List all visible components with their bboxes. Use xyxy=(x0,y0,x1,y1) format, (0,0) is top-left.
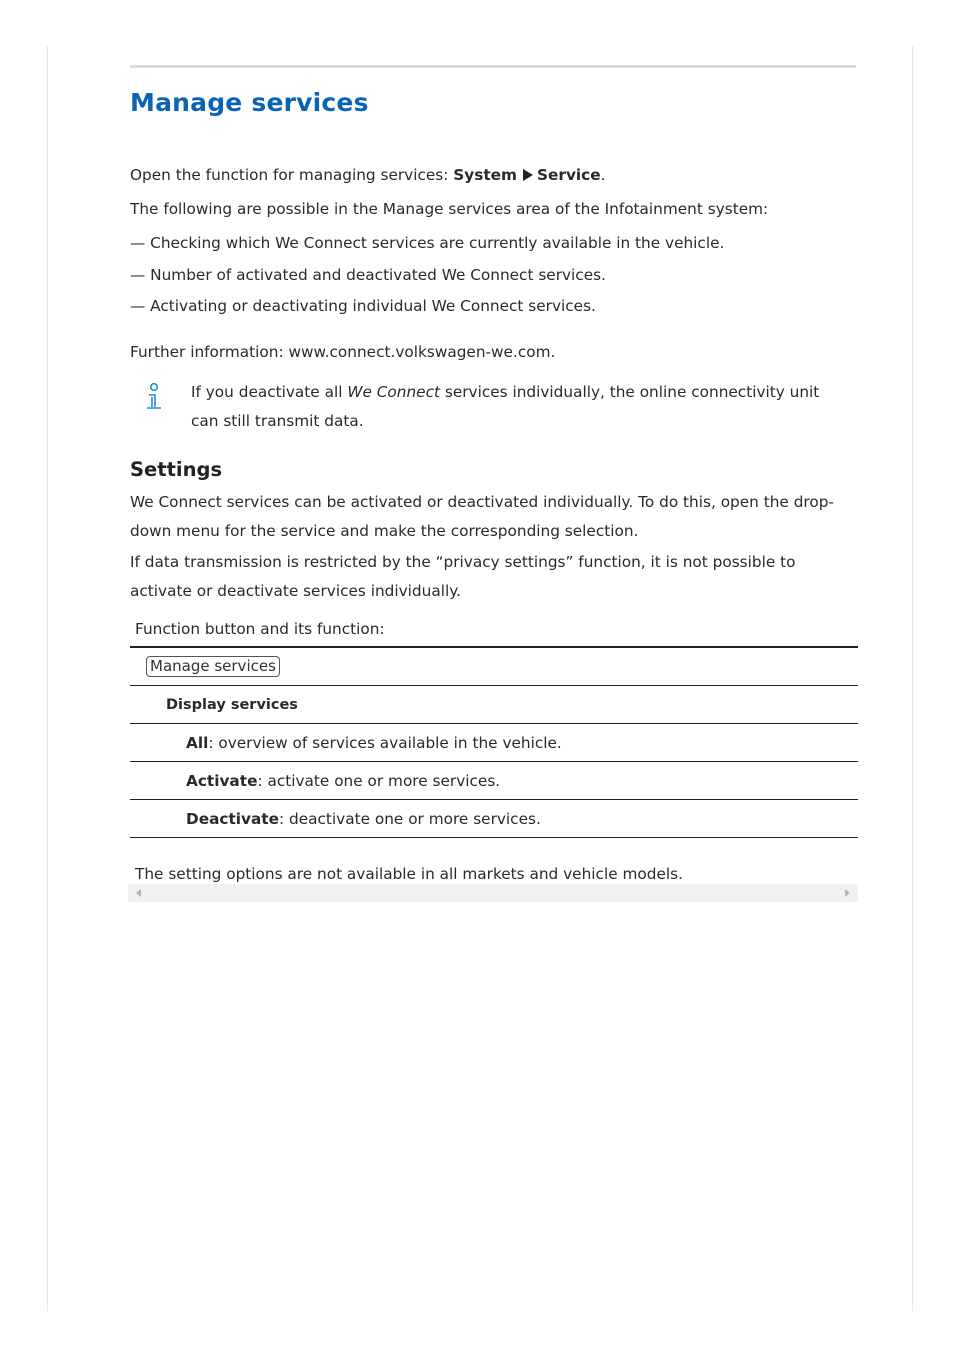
path-suffix: . xyxy=(600,166,606,184)
table-cell xyxy=(130,800,858,838)
option-term: All xyxy=(186,733,209,752)
info-icon xyxy=(144,382,164,412)
following-text: The following are possible in the Manage services area of the Infotainment system: xyxy=(130,200,769,218)
open-prefix: Open the function for managing services: xyxy=(130,166,454,184)
list-item: — Checking which We Connect services are currently available in the vehicle. xyxy=(130,234,725,252)
note-suffix: services individually, the online connectivity unit can still transmit data. xyxy=(191,383,820,430)
footer-note: The setting options are not available in all markets and vehicle models. xyxy=(135,865,683,884)
note-prefix: If you deactivate all xyxy=(191,383,348,401)
table-cell xyxy=(130,647,858,686)
option-term: Activate xyxy=(186,771,258,790)
table-row xyxy=(130,647,858,686)
page-title: Manage services xyxy=(130,88,369,117)
display-services-label: Display services xyxy=(130,686,858,724)
top-rule xyxy=(130,65,856,68)
settings-paragraph-1: We Connect services can be activated or deactivated individually. To do this, open the drop-down menu for the service and make the corresponding selection. xyxy=(130,493,834,540)
option-term: Deactivate xyxy=(186,809,279,828)
note-text xyxy=(191,378,851,436)
manage-services-button[interactable]: Manage services xyxy=(146,656,280,677)
note-brand: We Connect xyxy=(347,383,440,401)
table-row xyxy=(130,762,858,800)
path-system: System xyxy=(453,166,518,184)
table-row xyxy=(130,724,858,762)
settings-heading: Settings xyxy=(130,458,223,481)
option-desc: : activate one or more services. xyxy=(257,771,501,790)
right-margin-line xyxy=(912,46,913,1311)
list-item: — Activating or deactivating individual We Connect services. xyxy=(130,297,596,315)
scroll-left-icon[interactable] xyxy=(136,889,141,897)
path-arrow-icon xyxy=(523,169,533,181)
scroll-right-icon[interactable] xyxy=(845,889,850,897)
further-info-text: Further information: www.connect.volkswagen-we.com. xyxy=(130,343,556,361)
option-desc: : overview of services available in the vehicle. xyxy=(208,733,562,752)
settings-paragraph-2: If data transmission is restricted by the “privacy settings” function, it is not possible to activate or deactivate services individually. xyxy=(130,553,796,600)
table-cell xyxy=(130,724,858,762)
table-cell xyxy=(130,762,858,800)
open-function-line xyxy=(130,165,605,185)
function-table xyxy=(130,646,858,838)
path-service: Service xyxy=(537,166,601,184)
table-row xyxy=(130,800,858,838)
table-intro: Function button and its function: xyxy=(135,620,385,638)
table-row xyxy=(130,686,858,724)
option-desc: : deactivate one or more services. xyxy=(279,809,541,828)
horizontal-scrollbar[interactable] xyxy=(128,884,858,902)
left-margin-line xyxy=(47,46,48,1311)
list-item: — Number of activated and deactivated We Connect services. xyxy=(130,266,606,284)
